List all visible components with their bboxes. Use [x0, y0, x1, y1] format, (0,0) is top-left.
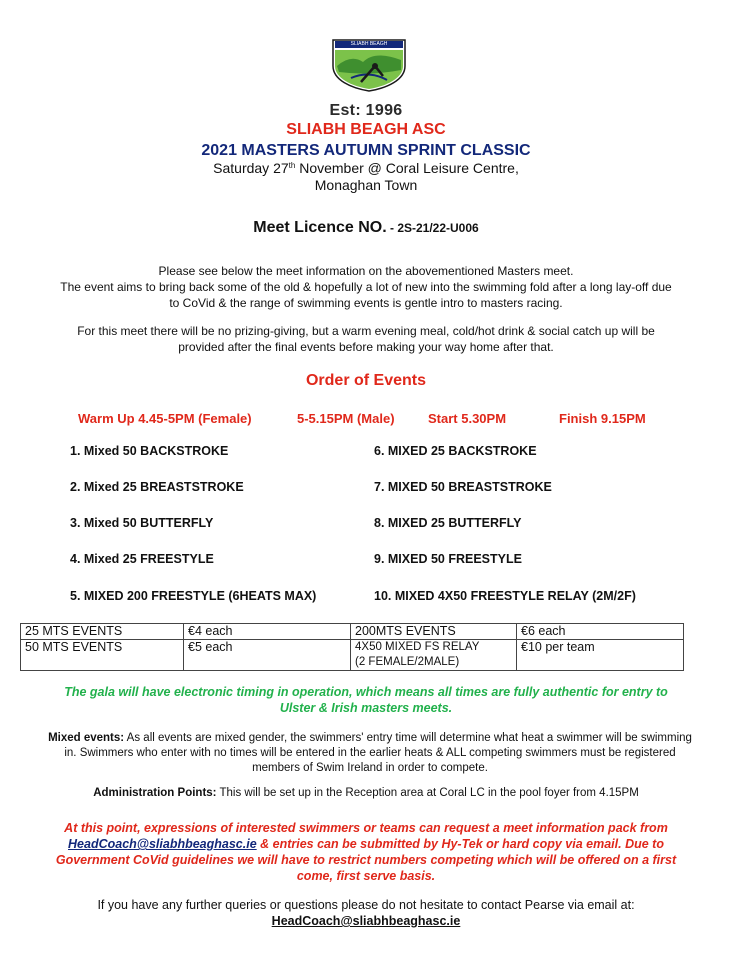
finish-time: Finish 9.15PM — [559, 411, 646, 426]
order-of-events-title: Order of Events — [305, 372, 427, 389]
admin-text: This will be set up in the Reception area at Coral LC in the pool foyer from 4.15PM — [216, 787, 639, 799]
table-cell: €10 per team — [517, 640, 684, 671]
table-cell: 50 MTS EVENTS — [21, 640, 184, 671]
relay-composition: (2 FEMALE/2MALE) — [355, 656, 460, 668]
intro-line: to CoVid & the range of swimming events is gentle intro to masters racing. — [169, 296, 563, 310]
event-item: 4. Mixed 25 FREESTYLE — [70, 552, 214, 566]
event-item: 2. Mixed 25 BREASTSTROKE — [70, 480, 244, 494]
mixed-line: members of Swim Ireland in order to compete. — [252, 762, 488, 774]
admin-label: Administration Points: — [93, 787, 217, 799]
meet-date-venue — [0, 160, 732, 176]
event-item: 5. MIXED 200 FREESTYLE (6HEATS MAX) — [70, 589, 317, 603]
licence-label: Meet Licence NO. — [253, 219, 387, 236]
meal-paragraph — [0, 323, 732, 355]
table-cell: 25 MTS EVENTS — [21, 624, 184, 640]
electronic-timing-note — [0, 684, 732, 716]
mixed-events-label: Mixed events: — [48, 732, 125, 744]
club-name: SLIABH BEAGH ASC — [286, 121, 446, 138]
contact-paragraph — [0, 897, 732, 929]
table-cell: €6 each — [517, 624, 684, 640]
meet-licence — [0, 219, 732, 237]
established-year: Est: 1996 — [329, 102, 403, 119]
table-row — [21, 640, 684, 671]
start-time: Start 5.30PM — [428, 411, 507, 426]
mixed-line: in. Swimmers who enter with no times will be entered in the earlier heats & ALL competing swimmers must be registered — [64, 747, 676, 759]
club-logo — [331, 36, 407, 92]
table-row — [21, 624, 684, 640]
meet-town: Monaghan Town — [314, 177, 418, 193]
meal-line: For this meet there will be no prizing-giving, but a warm evening meal, cold/hot drink & social catch up will be — [77, 324, 655, 338]
contact-line: If you have any further queries or questions please do not hesitate to contact Pearse via email at: — [97, 898, 635, 912]
intro-line: Please see below the meet information on the abovementioned Masters meet. — [158, 264, 574, 278]
warmup-male-time: 5-5.15PM (Male) — [297, 411, 395, 426]
event-item: 3. Mixed 50 BUTTERFLY — [70, 516, 214, 530]
meal-line: provided after the final events before making your way home after that. — [178, 340, 554, 354]
interest-line: come, first serve basis. — [296, 869, 436, 883]
interest-line — [16, 836, 716, 852]
intro-paragraph — [0, 263, 732, 311]
warmup-female-time: Warm Up 4.45-5PM (Female) — [78, 411, 252, 426]
interest-note — [16, 820, 716, 884]
event-item: 1. Mixed 50 BACKSTROKE — [70, 444, 229, 458]
event-item: 10. MIXED 4X50 FREESTYLE RELAY (2M/2F) — [374, 589, 636, 603]
table-cell: 200MTS EVENTS — [351, 624, 517, 640]
event-item: 7. MIXED 50 BREASTSTROKE — [374, 480, 552, 494]
mixed-text: As all events are mixed gender, the swimmers' entry time will determine what heat a swimmer will be swimming — [124, 732, 692, 744]
administration-points — [0, 787, 732, 799]
table-cell: €5 each — [184, 640, 351, 671]
date-venue: November @ Coral Leisure Centre, — [295, 160, 519, 176]
logo-banner-text: SLIABH BEAGH — [350, 41, 388, 47]
event-item: 8. MIXED 25 BUTTERFLY — [374, 516, 522, 530]
interest-line: At this point, expressions of interested swimmers or teams can request a meet information pack from — [64, 821, 668, 835]
note-line: Ulster & Irish masters meets. — [279, 701, 453, 715]
contact-email-link[interactable]: HeadCoach@sliabhbeaghasc.ie — [271, 914, 461, 928]
mixed-events-paragraph — [26, 731, 714, 776]
mixed-line — [26, 731, 714, 746]
headcoach-email-link[interactable]: HeadCoach@sliabhbeaghasc.ie — [68, 837, 257, 851]
licence-number: - 2S-21/22-U006 — [386, 221, 479, 235]
event-item: 6. MIXED 25 BACKSTROKE — [374, 444, 537, 458]
relay-label: 4X50 MIXED FS RELAY — [355, 641, 480, 653]
intro-line: The event aims to bring back some of the old & hopefully a lot of new into the swimming fold after a long lay-off due — [60, 280, 672, 294]
table-cell: €4 each — [184, 624, 351, 640]
interest-text: & entries can be submitted by Hy-Tek or hard copy via email. Due to — [256, 837, 664, 851]
date-prefix: Saturday 27 — [213, 160, 289, 176]
table-cell — [351, 640, 517, 671]
event-item: 9. MIXED 50 FREESTYLE — [374, 552, 522, 566]
entry-fees-table — [20, 623, 684, 671]
note-line: The gala will have electronic timing in operation, which means all times are fully authentic for entry to — [64, 685, 668, 699]
interest-line: Government CoVid guidelines we will have to restrict numbers competing which will be offered on a first — [55, 853, 677, 867]
meet-title: 2021 MASTERS AUTUMN SPRINT CLASSIC — [201, 142, 531, 159]
date-suffix-sup: th — [288, 161, 296, 170]
